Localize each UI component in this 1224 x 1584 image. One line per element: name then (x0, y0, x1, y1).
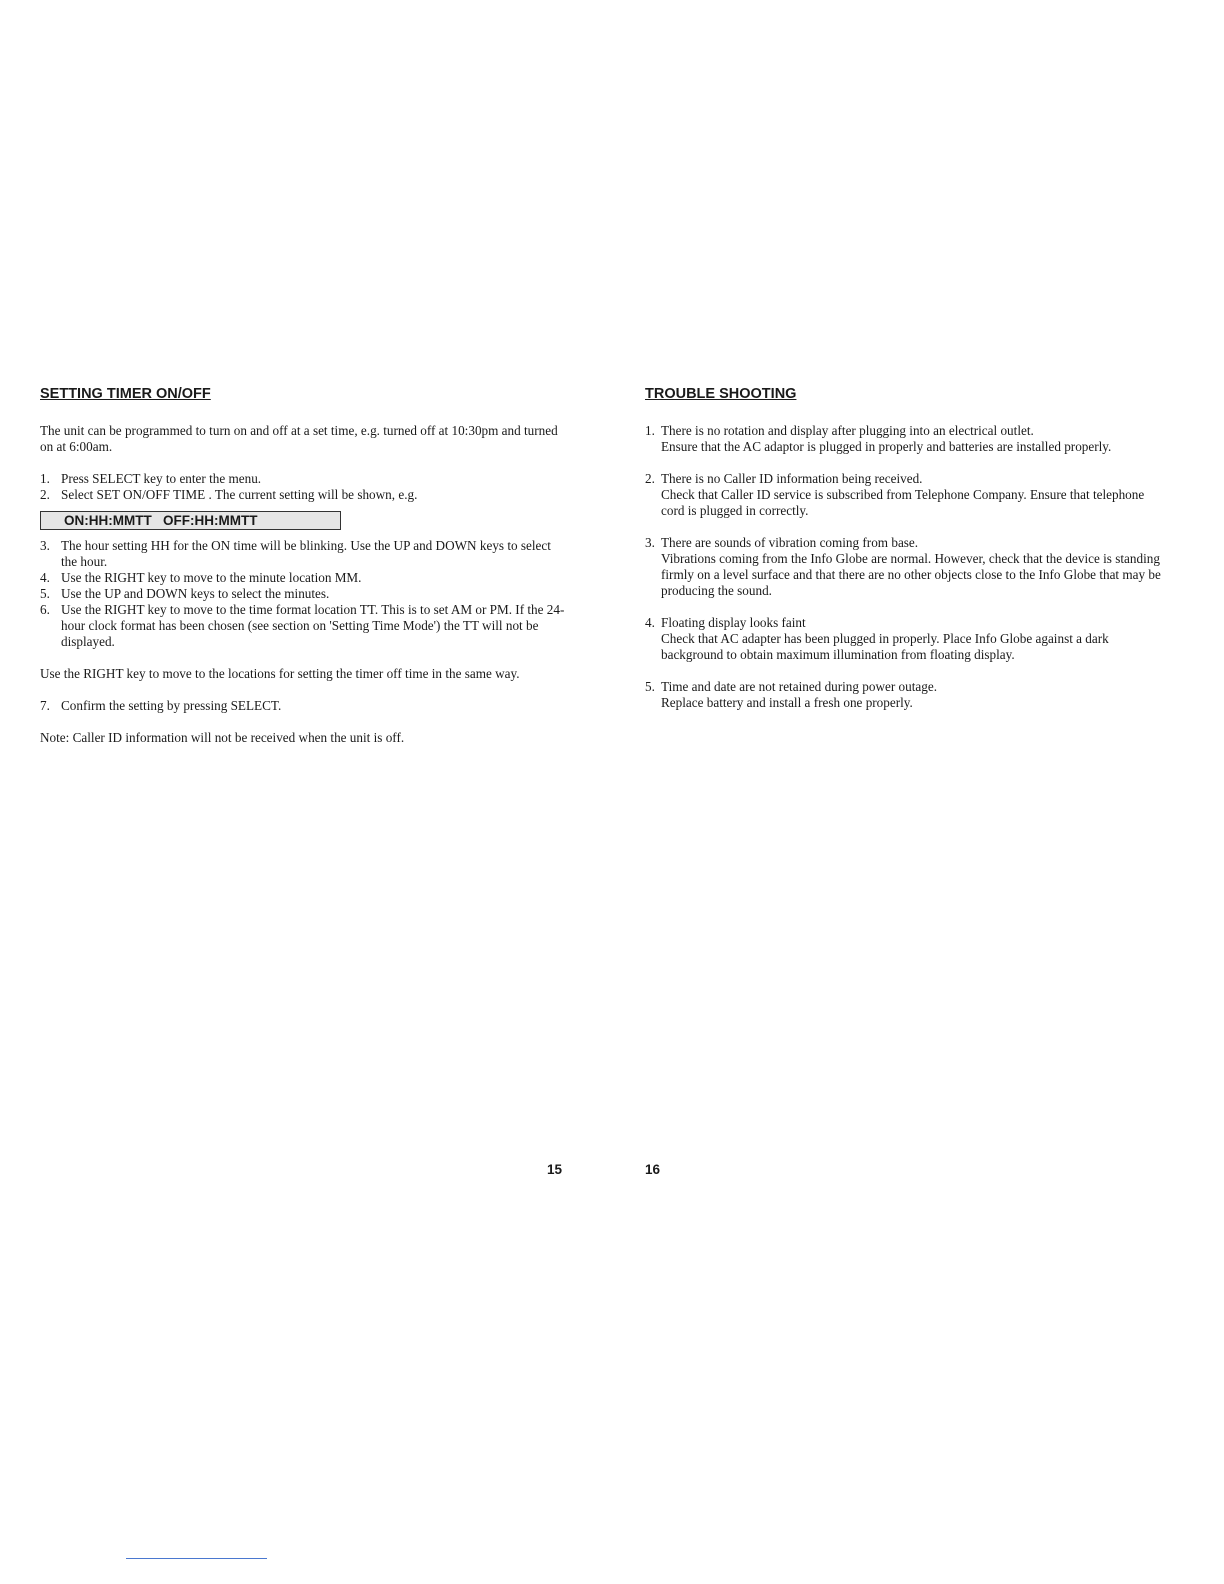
solution-text: Check that Caller ID service is subscribed from Telephone Company. Ensure that telephone cord is plugged in correctly. (661, 487, 1145, 518)
step-number: 6. (40, 602, 50, 617)
item-number: 3. (645, 535, 655, 550)
step-number: 5. (40, 586, 50, 601)
off-time-paragraph: Use the RIGHT key to move to the locations for setting the timer off time in the same way. (40, 666, 520, 681)
problem-text: There is no rotation and display after plugging into an electrical outlet. (661, 423, 1034, 438)
solution-text: Check that AC adapter has been plugged in properly. Place Info Globe against a dark background to obtain maximum illumination from floating display. (661, 631, 1109, 662)
list-item (40, 538, 570, 570)
step-text: Press SELECT key to enter the menu. (61, 471, 262, 486)
section-heading: SETTING TIMER ON/OFF (40, 386, 211, 402)
step-number: 3. (40, 538, 50, 553)
step-text: Use the RIGHT key to move to the minute location MM. (61, 570, 362, 585)
step-number: 1. (40, 471, 50, 486)
problem-text: There is no Caller ID information being received. (661, 471, 923, 486)
solution-text: Ensure that the AC adaptor is plugged in properly and batteries are installed properly. (661, 439, 1112, 454)
step-number: 4. (40, 570, 50, 585)
item-number: 4. (645, 615, 655, 630)
step-number: 7. (40, 698, 50, 713)
problem-text: Floating display looks faint (661, 615, 806, 630)
list-item (645, 471, 1165, 519)
trouble-shooting-section (645, 385, 1165, 711)
list-item (40, 586, 570, 602)
step-text: Select SET ON/OFF TIME . The current setting will be shown, e.g. (61, 487, 418, 502)
solution-text: Vibrations coming from the Info Globe are normal. However, check that the device is standing firmly on a level surface and that there are no other objects close to the Info Globe that may be producing the sound. (661, 551, 1161, 598)
step-text: Use the RIGHT key to move to the time format location TT. This is to set AM or PM. If the 24- hour clock format has been chosen (see section on 'Setting Time Mode') the TT will not be displayed. (61, 602, 565, 649)
list-item (645, 679, 1165, 711)
step-text: Confirm the setting by pressing SELECT. (61, 698, 282, 713)
list-item (40, 698, 570, 714)
list-item (645, 615, 1165, 663)
list-item (40, 471, 570, 487)
page-number-left: 15 (547, 1162, 563, 1177)
setting-timer-section (40, 385, 570, 746)
bottom-rule (126, 1558, 267, 1559)
item-number: 1. (645, 423, 655, 438)
solution-text: Replace battery and install a fresh one properly. (661, 695, 913, 710)
list-item (40, 487, 570, 503)
list-item (40, 602, 570, 650)
step-text: The hour setting HH for the ON time will be blinking. Use the UP and DOWN keys to select the hour. (61, 538, 551, 569)
list-item (40, 570, 570, 586)
list-item (645, 535, 1165, 599)
page-number-right: 16 (645, 1162, 661, 1177)
section-heading: TROUBLE SHOOTING (645, 386, 797, 402)
step-number: 2. (40, 487, 50, 502)
item-number: 5. (645, 679, 655, 694)
intro-paragraph: The unit can be programmed to turn on and off at a set time, e.g. turned off at 10:30pm and turned on at 6:00am. (40, 423, 558, 454)
item-number: 2. (645, 471, 655, 486)
note-paragraph: Note: Caller ID information will not be received when the unit is off. (40, 730, 405, 745)
setting-display-box: ON:HH:MMTT OFF:HH:MMTT (40, 511, 341, 530)
step-text: Use the UP and DOWN keys to select the minutes. (61, 586, 330, 601)
problem-text: There are sounds of vibration coming from base. (661, 535, 919, 550)
list-item (645, 423, 1165, 455)
problem-text: Time and date are not retained during power outage. (661, 679, 937, 694)
